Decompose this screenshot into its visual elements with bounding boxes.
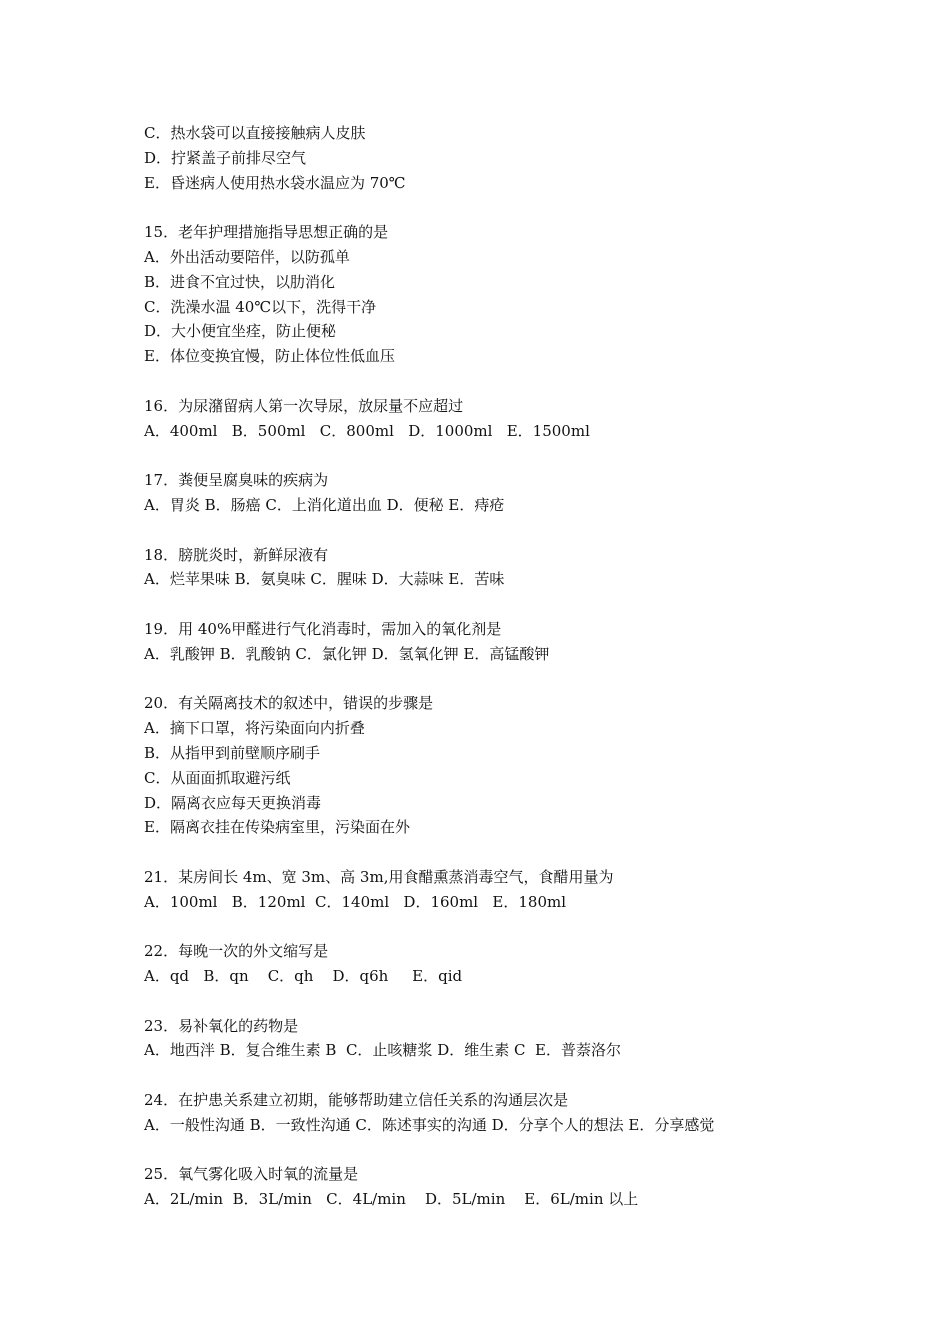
question-block-25 (144, 1162, 884, 1212)
question-text: 25．氧气雾化吸入时氧的流量是 (144, 1165, 359, 1184)
option-line: B．进食不宜过快，以肋消化 (144, 272, 336, 291)
option-line: A．一般性沟通 B．一致性沟通 C．陈述事实的沟通 D．分享个人的想法 E．分享感觉 (144, 1115, 715, 1134)
option-line: E．昏迷病人使用热水袋水温应为 70℃ (144, 173, 406, 192)
question-text: 23．易补氧化的药物是 (144, 1016, 299, 1035)
block-spacer (144, 518, 884, 543)
option-line: A．摘下口罩，将污染面向内折叠 (144, 719, 365, 738)
option-line: A．烂苹果味 B．氨臭味 C．腥味 D．大蒜味 E．苦味 (144, 570, 505, 589)
block-spacer (144, 443, 884, 468)
question-text: 22．每晚一次的外文缩写是 (144, 942, 329, 961)
question-block-19 (144, 617, 884, 667)
block-spacer (144, 195, 884, 220)
block-spacer (144, 915, 884, 940)
question-text: 15．老年护理措施指导思想正确的是 (144, 223, 389, 242)
option-line: C．从面面抓取避污纸 (144, 768, 291, 787)
question-block-20 (144, 691, 884, 840)
question-text: 17．粪便呈腐臭味的疾病为 (144, 471, 329, 490)
question-text: 20．有关隔离技术的叙述中，错误的步骤是 (144, 694, 434, 713)
question-text: 16．为尿潴留病人第一次导尿，放尿量不应超过 (144, 396, 464, 415)
option-line: A．乳酸钾 B．乳酸钠 C．氯化钾 D．氢氧化钾 E．高锰酸钾 (144, 644, 550, 663)
question-block-22 (144, 939, 884, 989)
block-spacer (144, 667, 884, 692)
option-line: D．拧紧盖子前排尽空气 (144, 148, 307, 167)
option-line: C．洗澡水温 40℃以下，洗得干净 (144, 297, 377, 316)
question-block-21 (144, 865, 884, 915)
block-spacer (144, 1138, 884, 1163)
question-text: 19．用 40%甲醛进行气化消毒时，需加入的氧化剂是 (144, 619, 502, 638)
question-block-14-continued (144, 121, 884, 195)
question-block-18 (144, 543, 884, 593)
option-line: A．地西泮 B．复合维生素 B C．止咳糖浆 D．维生素 C E．普萘洛尔 (144, 1041, 621, 1060)
option-line: C．热水袋可以直接接触病人皮肤 (144, 124, 366, 142)
option-line: A．2L/min B．3L/min C．4L/min D．5L/min E．6L/min 以上 (144, 1190, 639, 1209)
document-page (144, 121, 884, 1212)
block-spacer (144, 369, 884, 394)
option-line: E．体位变换宜慢，防止体位性低血压 (144, 347, 395, 366)
option-line: A．100ml B．120ml C．140ml D．160ml E．180ml (144, 892, 567, 911)
question-text: 24．在护患关系建立初期，能够帮助建立信任关系的沟通层次是 (144, 1091, 569, 1110)
option-line: A．外出活动要陪伴，以防孤单 (144, 247, 350, 266)
block-spacer (144, 1063, 884, 1088)
block-spacer (144, 989, 884, 1014)
option-line: E．隔离衣挂在传染病室里，污染面在外 (144, 818, 410, 837)
option-line: D．大小便宜坐痊，防止便秘 (144, 322, 337, 341)
question-block-15 (144, 220, 884, 369)
option-line: A．qd B．qn C．qh D．q6h E．qid (144, 967, 463, 986)
question-block-16 (144, 394, 884, 444)
question-block-24 (144, 1088, 884, 1138)
block-spacer (144, 592, 884, 617)
question-text: 21．某房间长 4m、宽 3m、高 3m,用食醋熏蒸消毒空气，食醋用量为 (144, 867, 614, 886)
option-line: B．从指甲到前壁顺序刷手 (144, 743, 321, 762)
question-block-17 (144, 468, 884, 518)
option-line: A．胃炎 B．肠癌 C．上消化道出血 D．便秘 E．痔疮 (144, 495, 505, 514)
question-block-23 (144, 1014, 884, 1064)
option-line: D．隔离衣应每天更换消毒 (144, 793, 322, 812)
option-line: A．400ml B．500ml C．800ml D．1000ml E．1500ml (144, 421, 590, 440)
block-spacer (144, 840, 884, 865)
question-text: 18．膀胱炎时，新鲜尿液有 (144, 545, 329, 564)
